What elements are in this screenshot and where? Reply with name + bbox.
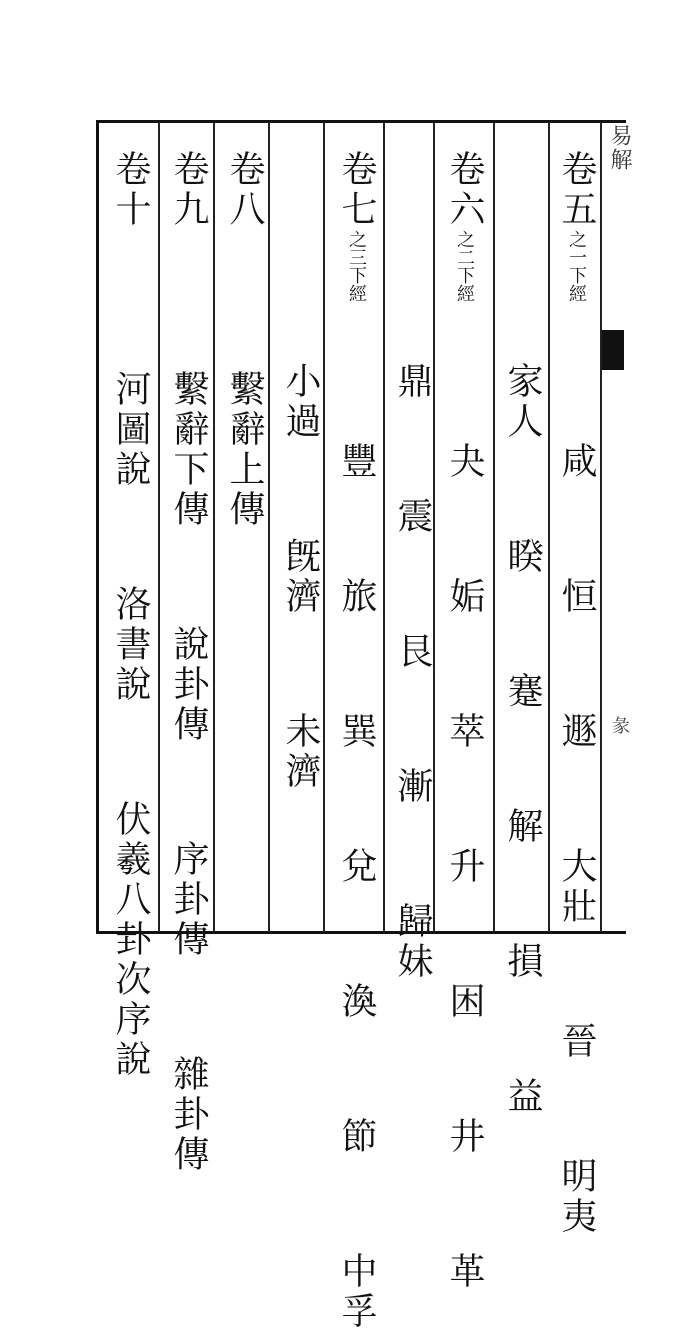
volume-label: 卷六 [444, 150, 485, 230]
margin-title: 易解 [607, 124, 632, 172]
toc-entry: 恒 [556, 577, 597, 617]
column-rule [433, 122, 435, 932]
volume-label: 卷五 [556, 150, 597, 230]
toc-entry: 未濟 [280, 712, 321, 792]
toc-entry: 節 [336, 1117, 377, 1157]
toc-entry: 咸 [556, 442, 597, 482]
toc-column-vol8 [224, 150, 264, 530]
toc-column-vol10 [110, 150, 150, 1080]
toc-entry: 繫辭上傳 [224, 370, 265, 530]
toc-column-vol7-cont [280, 362, 320, 792]
volume-label: 卷九 [168, 150, 209, 230]
column-rule [383, 122, 385, 932]
toc-entry: 震 [392, 497, 433, 537]
volume-sub: 之一 [566, 230, 587, 266]
toc-entry: 旅 [336, 577, 377, 617]
toc-entry: 晉 [556, 1022, 597, 1062]
toc-entry: 旣濟 [280, 537, 321, 617]
toc-entry: 說卦傳 [168, 625, 209, 745]
toc-entry: 夬 [444, 442, 485, 482]
toc-column-vol9 [168, 150, 208, 1175]
margin-mark: 彖 [612, 716, 630, 737]
toc-column-vol5-cont [502, 362, 542, 1117]
margin-tab-block [602, 330, 624, 370]
toc-entry: 渙 [336, 982, 377, 1022]
column-rule [158, 122, 160, 932]
column-rule [600, 122, 602, 932]
toc-entry: 明夷 [556, 1157, 597, 1237]
toc-entry: 河圖說 [110, 370, 151, 490]
column-rule [493, 122, 495, 932]
toc-entry: 解 [502, 807, 543, 847]
column-rule [548, 122, 550, 932]
volume-note: 下經 [566, 266, 587, 302]
column-rule [268, 122, 270, 932]
toc-entry: 大壯 [556, 847, 597, 927]
toc-entry: 鼎 [392, 362, 433, 402]
toc-entry: 損 [502, 942, 543, 982]
volume-label: 卷十 [110, 150, 151, 230]
toc-column-vol7 [336, 150, 376, 1332]
toc-entry: 益 [502, 1077, 543, 1117]
toc-entry: 蹇 [502, 672, 543, 712]
toc-entry: 家人 [502, 362, 543, 442]
volume-note: 下經 [346, 266, 367, 302]
toc-entry: 升 [444, 847, 485, 887]
toc-entry: 巽 [336, 712, 377, 752]
toc-column-vol5 [556, 150, 596, 1237]
volume-label: 卷七 [336, 150, 377, 230]
toc-entry: 洛書說 [110, 585, 151, 705]
volume-sub: 之二 [454, 230, 475, 266]
toc-entry: 姤 [444, 577, 485, 617]
toc-entry: 萃 [444, 712, 485, 752]
column-rule [323, 122, 325, 932]
toc-entry: 睽 [502, 537, 543, 577]
toc-entry: 繫辭下傳 [168, 370, 209, 530]
volume-sub: 之三 [346, 230, 367, 266]
toc-entry: 艮 [392, 632, 433, 672]
toc-entry: 漸 [392, 767, 433, 807]
toc-entry: 歸妹 [392, 902, 433, 982]
toc-entry: 兌 [336, 847, 377, 887]
toc-entry: 雜卦傳 [168, 1055, 209, 1175]
toc-entry: 中孚 [336, 1252, 377, 1332]
column-rule [213, 122, 215, 932]
volume-note: 下經 [454, 266, 475, 302]
toc-column-vol6 [444, 150, 484, 1292]
frame-left-border [96, 120, 99, 934]
toc-entry: 豐 [336, 442, 377, 482]
toc-entry: 井 [444, 1117, 485, 1157]
toc-entry: 伏羲八卦次序說 [110, 800, 151, 1080]
toc-entry: 遯 [556, 712, 597, 752]
frame-top-border [96, 120, 626, 123]
volume-label: 卷八 [224, 150, 265, 230]
toc-entry: 困 [444, 982, 485, 1022]
toc-entry: 序卦傳 [168, 840, 209, 960]
toc-entry: 小過 [280, 362, 321, 442]
toc-entry: 革 [444, 1252, 485, 1292]
toc-column-vol6-cont [392, 362, 432, 982]
